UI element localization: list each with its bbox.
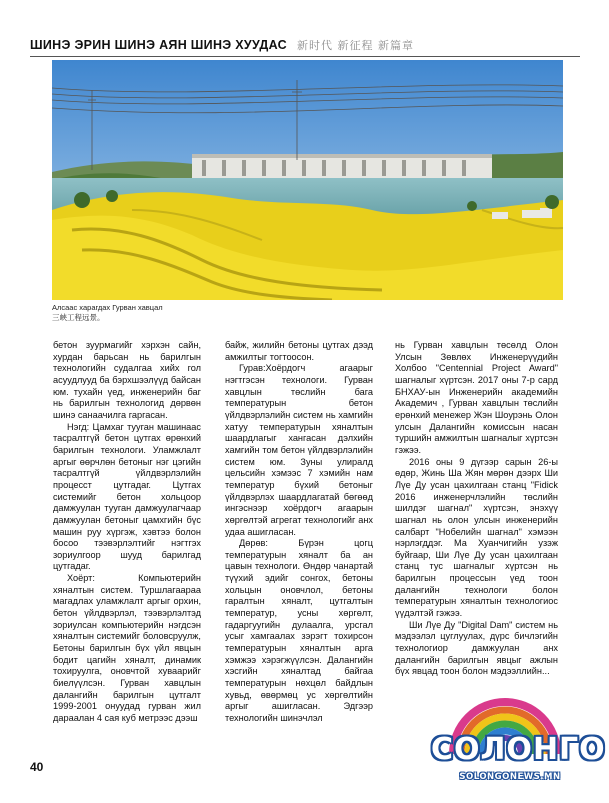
page-number: 40 — [30, 760, 44, 774]
three-gorges-photo — [52, 60, 563, 300]
photo-caption — [52, 303, 163, 323]
header-title-chinese: 新时代 新征程 新篇章 — [296, 39, 414, 52]
header-title-mongolian: ШИНЭ ЭРИН ШИНЭ АЯН ШИНЭ ХУУДАС — [30, 38, 287, 52]
paragraph: нь Гурван хавцлын төсөлд Олон Улсын Зөвлөх Инженерүүдийн Холбоо "Centennial Project Award" шагналыг хүртсэн. 2017 оны 7-р сард БНХАУ-ын Инженерийн академийн Академич , Гурван хавцлын төслийн ерөнхий менежер Жэн Шоурэнь Олон улсын Далангийн комиссын насан туршийн амжилтын шагналыг хүртсэн гэжээ. — [395, 340, 558, 455]
text-column-1 — [53, 340, 201, 725]
paragraph: Нэгд: Цамхаг тууган машинаас тасралтгүй бетон цутгах өрөнхий барилгын технологи. Уламжлалт аргыг өөрчлөн бетоныг нэг цэгийн тасралтгүй үйлдвэрлэлийн процесст цутгадаг. Цутгах системийг бетон хольцоор дамжуулан тууган дамжуулагчаар дамжуулан бетоныг цамхгийн бүс машин руу хүргэж, хэвтээ болон босоо тээвэрлэлтийг нэгтгэх зориулгоор шууд барилгад цутгадаг. — [53, 421, 201, 572]
paragraph: 2016 оны 9 дүгээр сарын 26-ы өдөр, Жинь Ша Жян мөрөн дээрх Ши Лүе Ду усан цахилгаан станц "Fidick 2016 инженерчлэлийн төслийн шилдэг шагнал" хүртсэн, энэхүү шагнал нь олон улсын инженерийн салбарт "Нобелийн шагнал" хэмээн нэрлэгддэг. Ма Хуанчигийн узэж буйгаар, Ши Лүе Ду усан цахилгаан станц тус шагналыг хүртсэн нь барилгын процессын үед тоон далангийн технологи болон температурын хяналтын технологиос үүдэлтэй гэжээ. — [395, 456, 558, 619]
photo-caption-mongolian: Алсаас харагдах Гурван хавцал — [52, 303, 163, 312]
paragraph: Ши Лүе Ду "Digital Dam" систем нь мэдээлэл цуглуулах, дүрс бичлэгийн технологиор дамжуулан анх далангийн барилгын явцыг ажлын бүх явцад тоон болон мэдээллийн... — [395, 619, 558, 677]
paragraph: Дөрөв: Бүрэн цогц температурын хяналт ба ан цавын технологи. Өндөр чанартай түүхий эдийг сонгох, бетоны хольцын оновчлол, бетоны гаралтын хяналт, цутгалтын температур, усны хөргөлт, гадаргуугийн дулаалга, урсгал усыг хамгаалах зэрэгт тохирсон температурын хяналтын арга хэмжээ хэрэгжүүлсэн. Далангийн хэсгийн хяналтад байгаа температурын нөхцөл байдлын хувьд, өвөрмөц ус хөргөлтийн аргыг ашигласан. Эдгээр технологийн шинэчлэл — [225, 538, 373, 723]
paragraph: Гурав:Хоёрдогч агаарыг нэгтгэсэн технологи. Гурван хавцлын төслийн бага температурын бетон үйлдвэрлэлийн систем нь хамгийн хатуу температурын хяналтын шаардлагыг хангасан дэлхийн хамгийн том бетон үйлдвэрлэлийн систем юм. Зуны улиралд цельсийн хэмээс 7 хэмийн нам температур бүхий бетоныг үйлдвэрлэх шаардлагатай бөгөөд ингэснээр хоёрдогч агаарын хөргөлтэй агрегат технологийг анх удаа ашигласан. — [225, 363, 373, 537]
text-column-2 — [225, 340, 373, 725]
logo-url: SOLONGONEWS.MN — [459, 772, 561, 782]
photo-caption-chinese: 三峡工程远景。 — [52, 313, 105, 322]
paragraph: Хоёрт: Компьютерийн хяналтын систем. Туршлагаараа магадлах уламжлалт аргыг орхин, бетон үйлдвэрлэл, тээвэрлэлтэд зориулсан компьютерийн нэгдсэн хяналтын системийг боловсруулж, Бетоны барилгын бүх үйл явцын бодит цагийн хяналт, динамик тохируулга, оновчтой хуваарийг биелүүлсэн. Гурван хавцлын далангийн барилгын цутгалт 1999-2001 онуудад гурван жил дараалан 4 сая куб метрээс дээш — [53, 573, 201, 723]
solongo-logo — [425, 692, 606, 797]
text-column-3 — [395, 340, 558, 678]
paragraph: байж, жилийн бетоны цутгах дээд амжилтыг тогтоосон. — [225, 340, 373, 362]
logo-wordmark: СОЛОНГО — [431, 732, 606, 767]
page-header — [30, 36, 580, 56]
paragraph: бетон зуурмагийг хэрхэн сайн, хурдан барьсан нь барилгын технологийн судалгаа хийх гол асуудлууд ба бэрхшээлүүд байсан юм. тухайн үед, инженерийн баг нь барилгын технологид дөрвөн шинэ санаачилга гаргасан. — [53, 340, 201, 420]
header-rule — [30, 56, 580, 57]
